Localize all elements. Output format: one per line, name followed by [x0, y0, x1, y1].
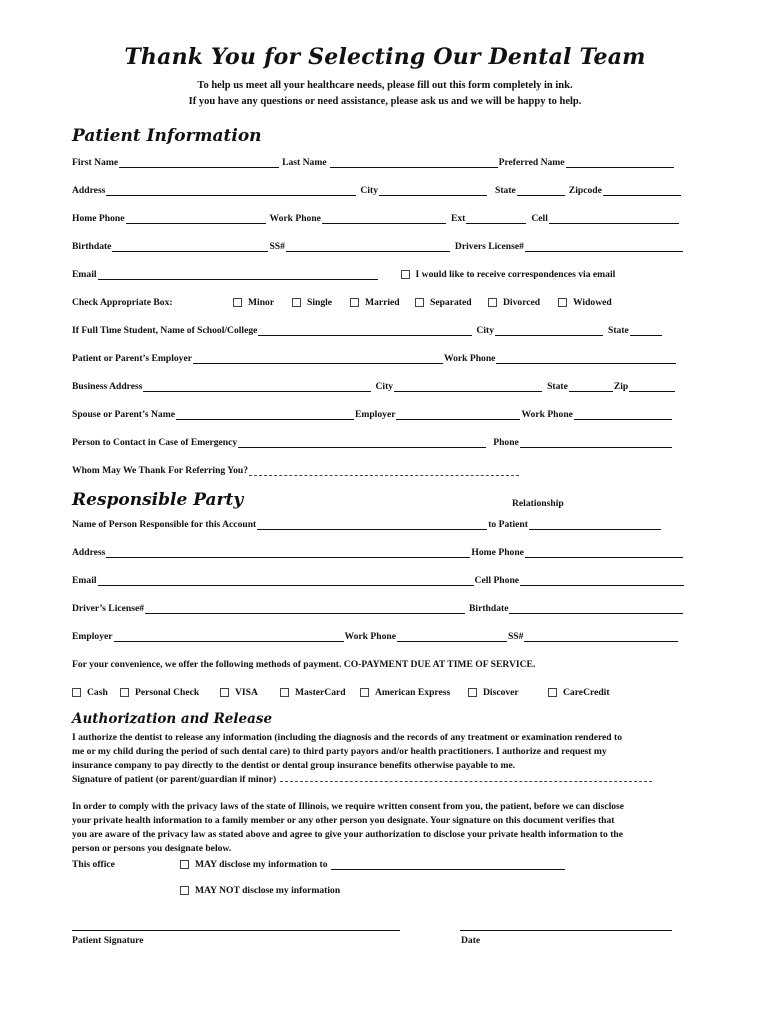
patient-signature-field[interactable] [72, 930, 400, 931]
spouse-work-phone-field[interactable] [574, 409, 672, 420]
checkbox-icon [401, 270, 410, 279]
privacy-paragraph [72, 800, 700, 856]
address-field[interactable] [106, 185, 356, 196]
responsible-employer-field[interactable] [114, 631, 344, 642]
row-responsible-license [72, 600, 698, 614]
married-checkbox[interactable] [350, 297, 415, 308]
checkbox-icon [415, 298, 424, 307]
ext-field[interactable] [466, 213, 526, 224]
spouse-employer-field[interactable] [396, 409, 520, 420]
ext-label: Ext [450, 213, 466, 224]
checkbox-icon [360, 688, 369, 697]
business-state-field[interactable] [569, 381, 613, 392]
zipcode-label: Zipcode [568, 185, 602, 196]
responsible-address-field[interactable] [106, 547, 470, 558]
date-label: Date [461, 935, 481, 946]
responsible-ss-field[interactable] [524, 631, 678, 642]
responsible-email-field[interactable] [98, 575, 474, 586]
payment-mastercard-label: MasterCard [295, 687, 346, 698]
state-label: State [495, 185, 516, 196]
business-state-label: State [547, 381, 568, 392]
privacy-line-1: In order to comply with the privacy laws of the state of Illinois, we require written consent from you, the patient, before we can disclose [72, 801, 625, 812]
checkbox-icon [468, 688, 477, 697]
privacy-line-4: person or persons you designate below. [72, 843, 232, 854]
checkbox-icon [558, 298, 567, 307]
row-names [72, 154, 698, 168]
business-address-field[interactable] [143, 381, 371, 392]
payment-american-express-checkbox[interactable] [360, 687, 468, 698]
business-city-field[interactable] [394, 381, 542, 392]
last-name-field[interactable] [330, 157, 498, 168]
employer-work-phone-field[interactable] [496, 353, 676, 364]
business-address-label: Business Address [72, 381, 143, 392]
authorization-signature-field[interactable] [280, 773, 652, 782]
business-zip-label: Zip [613, 381, 629, 392]
single-label: Single [307, 297, 333, 308]
emergency-phone-label: Phone [493, 437, 519, 448]
responsible-name-field[interactable] [257, 519, 487, 530]
work-phone-field[interactable] [322, 213, 446, 224]
checkbox-icon [292, 298, 301, 307]
authorization-signature-row [72, 773, 700, 787]
checkbox-icon [120, 688, 129, 697]
row-spouse [72, 406, 698, 420]
student-city-field[interactable] [495, 325, 603, 336]
cell-field[interactable] [549, 213, 679, 224]
city-label: City [360, 185, 379, 196]
email-label: Email [72, 269, 97, 280]
payment-carecredit-label: CareCredit [563, 687, 610, 698]
responsible-name-label: Name of Person Responsible for this Account [72, 519, 257, 530]
authorization-signature-label: Signature of patient (or parent/guardian if minor) [72, 774, 277, 785]
email-field[interactable] [98, 269, 378, 280]
first-name-field[interactable] [119, 157, 279, 168]
student-state-label: State [608, 325, 629, 336]
patient-signature-label: Patient Signature [72, 935, 144, 946]
spouse-name-label: Spouse or Parent’s Name [72, 409, 175, 420]
responsible-license-field[interactable] [145, 603, 465, 614]
email-opt-in-label: I would like to receive correspondences via email [415, 269, 616, 280]
payment-cash-checkbox[interactable] [72, 687, 120, 698]
may-disclose-checkbox[interactable] [180, 859, 328, 870]
responsible-work-phone-field[interactable] [397, 631, 507, 642]
first-name-label: First Name [72, 157, 119, 168]
row-referral [72, 462, 698, 476]
row-may-not-disclose [72, 882, 698, 896]
checkbox-icon [180, 860, 189, 869]
spouse-name-field[interactable] [176, 409, 354, 420]
intro-line-2: If you have any questions or need assistance, please ask us and we will be happy to help. [188, 96, 582, 107]
employer-work-phone-label: Work Phone [444, 353, 496, 364]
row-responsible-employer [72, 628, 698, 642]
state-field[interactable] [517, 185, 565, 196]
row-marital-status [72, 294, 698, 308]
business-zip-field[interactable] [629, 381, 675, 392]
payment-visa-checkbox[interactable] [220, 687, 280, 698]
checkbox-icon [233, 298, 242, 307]
check-box-label: Check Appropriate Box: [72, 297, 173, 308]
payment-note: For your convenience, we offer the following methods of payment. CO-PAYMENT DUE AT TIME OF SERVICE. [72, 659, 536, 670]
privacy-line-2: your private health information to a family member or any other person you designate. Your signature on this document verifies that [72, 815, 615, 826]
birthdate-label: Birthdate [72, 241, 112, 252]
row-responsible-name [72, 516, 698, 530]
responsible-home-phone-label: Home Phone [471, 547, 524, 558]
row-responsible-address [72, 544, 698, 558]
checkbox-icon [548, 688, 557, 697]
payment-discover-checkbox[interactable] [468, 687, 548, 698]
employer-field[interactable] [193, 353, 443, 364]
responsible-employer-label: Employer [72, 631, 113, 642]
may-disclose-label: MAY disclose my information to [195, 859, 328, 870]
checkbox-icon [220, 688, 229, 697]
authorization-line-2: me or my child during the period of such dental care) to third party payors and/or health practitioners. I authorize and request my [72, 746, 607, 757]
divorced-checkbox[interactable] [488, 297, 558, 308]
section-heading-authorization: Authorization and Release [72, 711, 273, 727]
responsible-ss-label: SS# [507, 631, 524, 642]
row-emergency-contact [72, 434, 698, 448]
payment-personal-check-label: Personal Check [135, 687, 200, 698]
may-not-disclose-label: MAY NOT disclose my information [195, 885, 341, 896]
drivers-license-field[interactable] [525, 241, 683, 252]
address-label: Address [72, 185, 106, 196]
row-employer [72, 350, 698, 364]
responsible-license-label: Driver’s License# [72, 603, 145, 614]
ss-label: SS# [269, 241, 285, 252]
may-disclose-recipient-field[interactable] [331, 859, 565, 870]
preferred-name-field[interactable] [566, 157, 674, 168]
single-checkbox[interactable] [292, 297, 350, 308]
to-patient-label: to Patient [488, 519, 528, 530]
responsible-birthdate-label: Birthdate [469, 603, 509, 614]
student-school-label: If Full Time Student, Name of School/College [72, 325, 258, 336]
responsible-address-label: Address [72, 547, 106, 558]
employer-label: Patient or Parent’s Employer [72, 353, 192, 364]
widowed-checkbox[interactable] [558, 297, 612, 308]
zipcode-field[interactable] [603, 185, 681, 196]
intro-line-1: To help us meet all your healthcare needs, please fill out this form completely in ink. [197, 80, 573, 91]
authorization-line-3: insurance company to pay directly to the dentist or dental group insurance benefits otherwise payable to me. [72, 760, 516, 771]
last-name-label: Last Name [282, 157, 327, 168]
divorced-label: Divorced [503, 297, 541, 308]
home-phone-field[interactable] [126, 213, 266, 224]
spouse-employer-label: Employer [354, 409, 396, 420]
responsible-email-label: Email [72, 575, 97, 586]
responsible-cell-phone-field[interactable] [520, 575, 684, 586]
this-office-label: This office [72, 859, 115, 870]
preferred-name-label: Preferred Name [498, 157, 565, 168]
responsible-work-phone-label: Work Phone [344, 631, 396, 642]
row-student [72, 322, 698, 336]
form-title: Thank You for Selecting Our Dental Team [124, 44, 646, 70]
privacy-line-3: you are aware of the privacy law as stated above and agree to give your authorization to disclose your private health information to the [72, 829, 623, 840]
row-identity [72, 238, 698, 252]
emergency-contact-field[interactable] [238, 437, 486, 448]
minor-checkbox[interactable] [233, 297, 292, 308]
row-may-disclose [72, 856, 698, 870]
checkbox-icon [350, 298, 359, 307]
payment-cash-label: Cash [87, 687, 108, 698]
payment-american-express-label: American Express [375, 687, 451, 698]
emergency-contact-label: Person to Contact in Case of Emergency [72, 437, 238, 448]
spouse-work-phone-label: Work Phone [521, 409, 573, 420]
checkbox-icon [280, 688, 289, 697]
city-field[interactable] [379, 185, 487, 196]
checkbox-icon [488, 298, 497, 307]
row-email [72, 266, 698, 280]
responsible-home-phone-field[interactable] [525, 547, 683, 558]
relationship-field[interactable] [529, 519, 661, 530]
minor-label: Minor [248, 297, 275, 308]
student-school-field[interactable] [258, 325, 472, 336]
relationship-label: Relationship [512, 498, 564, 509]
business-city-label: City [375, 381, 394, 392]
row-responsible-email [72, 572, 698, 586]
separated-label: Separated [430, 297, 472, 308]
checkbox-icon [180, 886, 189, 895]
payment-visa-label: VISA [235, 687, 258, 698]
responsible-cell-phone-label: Cell Phone [474, 575, 520, 586]
section-heading-patient-information: Patient Information [72, 126, 262, 146]
married-label: Married [365, 297, 400, 308]
student-city-label: City [476, 325, 494, 336]
drivers-license-label: Drivers License# [454, 241, 524, 252]
ss-field[interactable] [286, 241, 450, 252]
date-field[interactable] [460, 930, 672, 931]
payment-discover-label: Discover [483, 687, 519, 698]
authorization-line-1: I authorize the dentist to release any information (including the diagnosis and the records of any treatment or examination rendered to [72, 732, 623, 743]
student-state-field[interactable] [630, 325, 662, 336]
work-phone-label: Work Phone [269, 213, 321, 224]
payment-mastercard-checkbox[interactable] [280, 687, 360, 698]
email-opt-in-checkbox[interactable] [401, 269, 616, 280]
payment-carecredit-checkbox[interactable] [548, 687, 610, 698]
emergency-phone-field[interactable] [520, 437, 672, 448]
row-payment-note [72, 656, 698, 670]
row-business-address [72, 378, 698, 392]
section-heading-responsible-party: Responsible Party [72, 490, 244, 510]
birthdate-field[interactable] [112, 241, 268, 252]
responsible-birthdate-field[interactable] [509, 603, 683, 614]
row-phones [72, 210, 698, 224]
widowed-label: Widowed [573, 297, 612, 308]
referral-label: Whom May We Thank For Referring You? [72, 465, 249, 476]
may-not-disclose-checkbox[interactable] [180, 885, 340, 896]
row-address [72, 182, 698, 196]
separated-checkbox[interactable] [415, 297, 488, 308]
row-payment-methods [72, 684, 698, 698]
cell-label: Cell [531, 213, 548, 224]
checkbox-icon [72, 688, 81, 697]
home-phone-label: Home Phone [72, 213, 125, 224]
authorization-paragraph [72, 731, 700, 787]
payment-personal-check-checkbox[interactable] [120, 687, 220, 698]
referral-field[interactable] [249, 465, 519, 476]
